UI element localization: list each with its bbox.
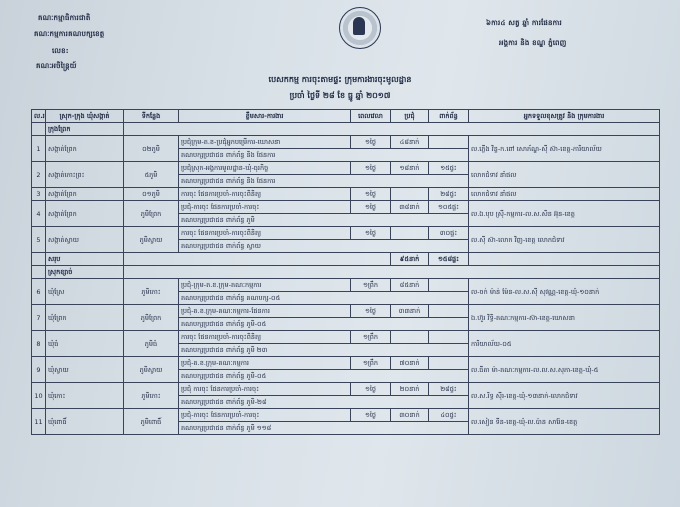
row-subtext: គណបក្សប្រជាជន ពាក់ព័ន្ធ ស្វាយ [179, 240, 469, 253]
document-title: បេសកកម្ម ការចុះតាមផ្ទះ ក្រុមការងារចុះមូលដ្ឋាន [268, 75, 412, 84]
row-responsible: ល.ស.រិទ្ធ ស៊ីរ-ខេត្ត-ឃុំ-១៣នាក់-លោកជំទាវ [469, 383, 660, 409]
table-row [32, 305, 660, 318]
row-houses: ២៨ផ្ទះ [429, 188, 469, 201]
row-number: 1 [32, 136, 46, 162]
column-header: ខ្លឹមសារ-ការងារ [179, 110, 351, 123]
row-subtext: គណបក្សប្រជាជន ពាក់ព័ន្ធ គណបក្ស-០៥ [179, 292, 469, 305]
row-responsible: ល.ធីតា ម៉ា-គណៈកម្មការ-ល.ល.ស.សុភា-ខេត្ត-ឃុំ-៥ [469, 357, 660, 383]
row-location: ភូមិធំ [124, 331, 179, 357]
row-subtext: គណបក្សប្រជាជន ពាក់ព័ន្ធ និង ផែនការ [179, 175, 469, 188]
row-time: ១ថ្ងៃ [351, 227, 391, 240]
row-content: ប្រជុំ-ត.ខ.ក្រុម-គណៈកម្មការ [179, 357, 351, 370]
section-label: ស្រុកខ្សាច់ [46, 266, 124, 279]
table-row [32, 383, 660, 396]
row-houses [429, 136, 469, 149]
row-place: ឃុំកោះ [46, 383, 124, 409]
schedule-table [31, 109, 660, 435]
row-location: ភូមិកោះ [124, 279, 179, 305]
row-count: ៣០នាក់ [391, 409, 429, 422]
row-subtext: គណបក្សប្រជាជន ពាក់ព័ន្ធ ភូមិ ២៣ [179, 344, 469, 357]
row-location: ភូមិព្រែក [124, 201, 179, 227]
row-time: ១ថ្ងៃ [351, 383, 391, 396]
header-right-line-2: អង្គការ និង ខណ្ឌ ភ្នំពេញ [499, 39, 567, 47]
row-count: ៣៨នាក់ [391, 201, 429, 214]
document-date: ប្រចាំ ថ្ងៃទី ២៨ ខែ ធ្នូ ឆ្នាំ ២០១៧ [289, 91, 391, 100]
table-row [32, 227, 660, 240]
row-count [391, 331, 429, 344]
row-location: ភូមិព្រែក [124, 305, 179, 331]
row-responsible: លោកជំទាវ នាំផល [469, 188, 660, 201]
row-content: ប្រជុំ-ត.ខ.ក្រុម-គណៈកម្មការ-ផែនការ [179, 305, 351, 318]
row-content: ការចុះ ផែនការប្រចាំ-ការចុះពិនិត្យ [179, 188, 351, 201]
column-header: ល.រ [32, 110, 46, 123]
row-place: ឃុំស្រែ [46, 279, 124, 305]
row-count [391, 188, 429, 201]
row-number: 11 [32, 409, 46, 435]
row-place: ឃុំធំ [46, 331, 124, 357]
row-location: ភូមិពោធិ៍ [124, 409, 179, 435]
row-place: ឃុំពោធិ៍ [46, 409, 124, 435]
row-responsible: ល.ស៊ី ស៊ា-លោក វិញ-ខេត្ត លោកជំទាវ [469, 227, 660, 253]
table-row [32, 279, 660, 292]
row-count: ៨៥នាក់ [391, 279, 429, 292]
row-number: 9 [32, 357, 46, 383]
summary-row [32, 253, 660, 266]
row-houses [429, 357, 469, 370]
row-houses: ១៥ផ្ទះ [429, 162, 469, 175]
row-count: ២០នាក់ [391, 383, 429, 396]
table-row [32, 331, 660, 344]
row-content: ប្រជុំស្រុក-អង្គការមូលដ្ឋាន-ឃុំ-ធុរកិច្ច [179, 162, 351, 175]
row-number: 5 [32, 227, 46, 253]
row-time: ១ថ្ងៃ [351, 136, 391, 149]
column-header: ពេលវេលា [351, 110, 391, 123]
row-location: ០១ភូមិ [124, 188, 179, 201]
row-number: 6 [32, 279, 46, 305]
row-number: 10 [32, 383, 46, 409]
row-responsible: ល-ចក់ ម៉ាន់ ម៉ែន-ល.ស.ស៊ី សុវណ្ណ-ខេត្ត-ឃុំ-១០នាក់ [469, 279, 660, 305]
row-responsible: ល.ភ្លើង វិន្ទ-ក.ពៅ សោភ័ណ្ឌ-ស៊ី ស៊ា-ខេត្ត-ការិយាល័យ [469, 136, 660, 162]
row-time: ១ថ្ងៃ [351, 188, 391, 201]
row-responsible: ល.សៀន ទីន-ខេត្ត-ឃុំ-ល.ប៉ាន សារ៉ែន-ខេត្ត [469, 409, 660, 435]
row-place: សង្កាត់ស្វាយ [46, 227, 124, 253]
row-time: ១ថ្ងៃ [351, 409, 391, 422]
row-subtext: គណបក្សប្រជាជន ពាក់ព័ន្ធ ភូមិ-០៥ [179, 318, 469, 331]
row-houses: ៣០ផ្ទះ [429, 227, 469, 240]
row-subtext: គណបក្សប្រជាជន ពាក់ព័ន្ធ និង ផែនការ [179, 149, 469, 162]
table-header-row [32, 110, 660, 123]
row-time: ១ព្រឹក [351, 357, 391, 370]
summary-label: សរុប [46, 253, 124, 266]
row-responsible: ឯ.ហ៊ួរ វិទ្ធិ-គណៈកម្មការ-ស៊ា-ខេត្ត-ឃោសនា [469, 305, 660, 331]
row-subtext: គណបក្សប្រជាជន ពាក់ព័ន្ធ ភូមិ-០៥ [179, 370, 469, 383]
row-number: 7 [32, 305, 46, 331]
row-location: ៥ភូមិ [124, 162, 179, 188]
row-count [391, 227, 429, 240]
row-content: ការចុះ ផែនការប្រចាំ-ការចុះពិនិត្យ [179, 331, 351, 344]
row-houses: ២៨ផ្ទះ [429, 383, 469, 396]
row-content: ប្រជុំ-ការចុះ ផែនការប្រចាំ-ការចុះ [179, 409, 351, 422]
row-houses: ៤០ផ្ទះ [429, 409, 469, 422]
summary-houses: ១៥៨ផ្ទះ [429, 253, 469, 266]
row-number: 4 [32, 201, 46, 227]
table-row [32, 357, 660, 370]
header-left-line-4: គណៈអចិន្ត្រៃយ៍ [36, 62, 77, 70]
row-place: ឃុំព្រែក [46, 305, 124, 331]
row-houses: ១០៥ផ្ទះ [429, 201, 469, 214]
row-count: ៣៣នាក់ [391, 305, 429, 318]
row-content: ប្រជុំក្រុម-ត.ខ-ប្រជុំអ្នកបម្រើការ-ឃោសនា [179, 136, 351, 149]
table-row [32, 188, 660, 201]
column-header: ទីកន្លែង [124, 110, 179, 123]
row-responsible: ការិយាល័យ-០៥ [469, 331, 660, 357]
row-subtext: គណបក្សប្រជាជន ពាក់ព័ន្ធ ភូមិ [179, 214, 469, 227]
emblem-logo [339, 7, 381, 49]
row-time: ១ថ្ងៃ [351, 305, 391, 318]
row-count: ៧០នាក់ [391, 357, 429, 370]
row-time: ១ព្រឹក [351, 279, 391, 292]
row-location: ភូមិកោះ [124, 383, 179, 409]
row-count: ១៨នាក់ [391, 162, 429, 175]
row-count: ៤៨នាក់ [391, 136, 429, 149]
section-row [32, 123, 660, 136]
row-time: ១ថ្ងៃ [351, 162, 391, 175]
header-left-line-3: លេខ: [52, 47, 69, 55]
row-responsible: ល.ឯ.បុប ស្រ៊ី-កម្មការ-ល.ស.សិន អ៊ុន-ខេត្ត [469, 201, 660, 227]
header-left-line-2: គណៈកម្មការគណបក្សខេត្ត [34, 30, 105, 38]
row-number: 2 [32, 162, 46, 188]
row-place: សង្កាត់កោះព្រះ [46, 162, 124, 188]
row-place: សង្កាត់ព្រែក [46, 201, 124, 227]
column-header: ប្រជុំ [391, 110, 429, 123]
column-header: អ្នកទទួលខុសត្រូវ និង ក្រុមការងារ [469, 110, 660, 123]
row-time: ១ព្រឹក [351, 331, 391, 344]
row-houses [429, 279, 469, 292]
table-row [32, 162, 660, 175]
section-row [32, 266, 660, 279]
column-header: ស្រុក-ក្រុង ឃុំសង្កាត់ [46, 110, 124, 123]
table-row [32, 136, 660, 149]
row-place: សង្កាត់ព្រែក [46, 188, 124, 201]
row-responsible: លោកជំទាវ នាំផល [469, 162, 660, 188]
row-subtext: គណបក្សប្រជាជន ពាក់ព័ន្ធ ភូមិ ១១៨ [179, 422, 469, 435]
table-row [32, 409, 660, 422]
section-label: ក្រុងព្រែក [46, 123, 124, 136]
row-houses [429, 331, 469, 344]
row-number: 8 [32, 331, 46, 357]
header-left-line-1: គណៈកម្មាធិការជាតិ [38, 14, 91, 22]
row-subtext: គណបក្សប្រជាជន ពាក់ព័ន្ធ ភូមិ-២៨ [179, 396, 469, 409]
row-time: ១ថ្ងៃ [351, 201, 391, 214]
row-content: ប្រជុំ ការចុះ ផែនការប្រចាំ-ការចុះ [179, 383, 351, 396]
column-header: ពាក់ព័ន្ធ [429, 110, 469, 123]
row-place: សង្កាត់ព្រែក [46, 136, 124, 162]
row-content: ការចុះ ផែនការប្រចាំ-ការចុះពិនិត្យ [179, 227, 351, 240]
row-location: ភូមិស្វាយ [124, 357, 179, 383]
header-right-line-1: ៦ការ៤ សត្វ ឆ្នាំ ការផែនការ [486, 19, 562, 27]
table-row [32, 201, 660, 214]
row-content: ប្រជុំ-ក្រុម-ត.ខ.ក្រុម-គណៈកម្មការ [179, 279, 351, 292]
row-place: ឃុំស្វាយ [46, 357, 124, 383]
row-content: ប្រជុំ-ការចុះ ផែនការប្រចាំ-ការចុះ [179, 201, 351, 214]
row-number: 3 [32, 188, 46, 201]
row-houses [429, 305, 469, 318]
row-location: ភូមិស្វាយ [124, 227, 179, 253]
row-location: ០២ភូមិ [124, 136, 179, 162]
summary-count: ៩៥នាក់ [391, 253, 429, 266]
